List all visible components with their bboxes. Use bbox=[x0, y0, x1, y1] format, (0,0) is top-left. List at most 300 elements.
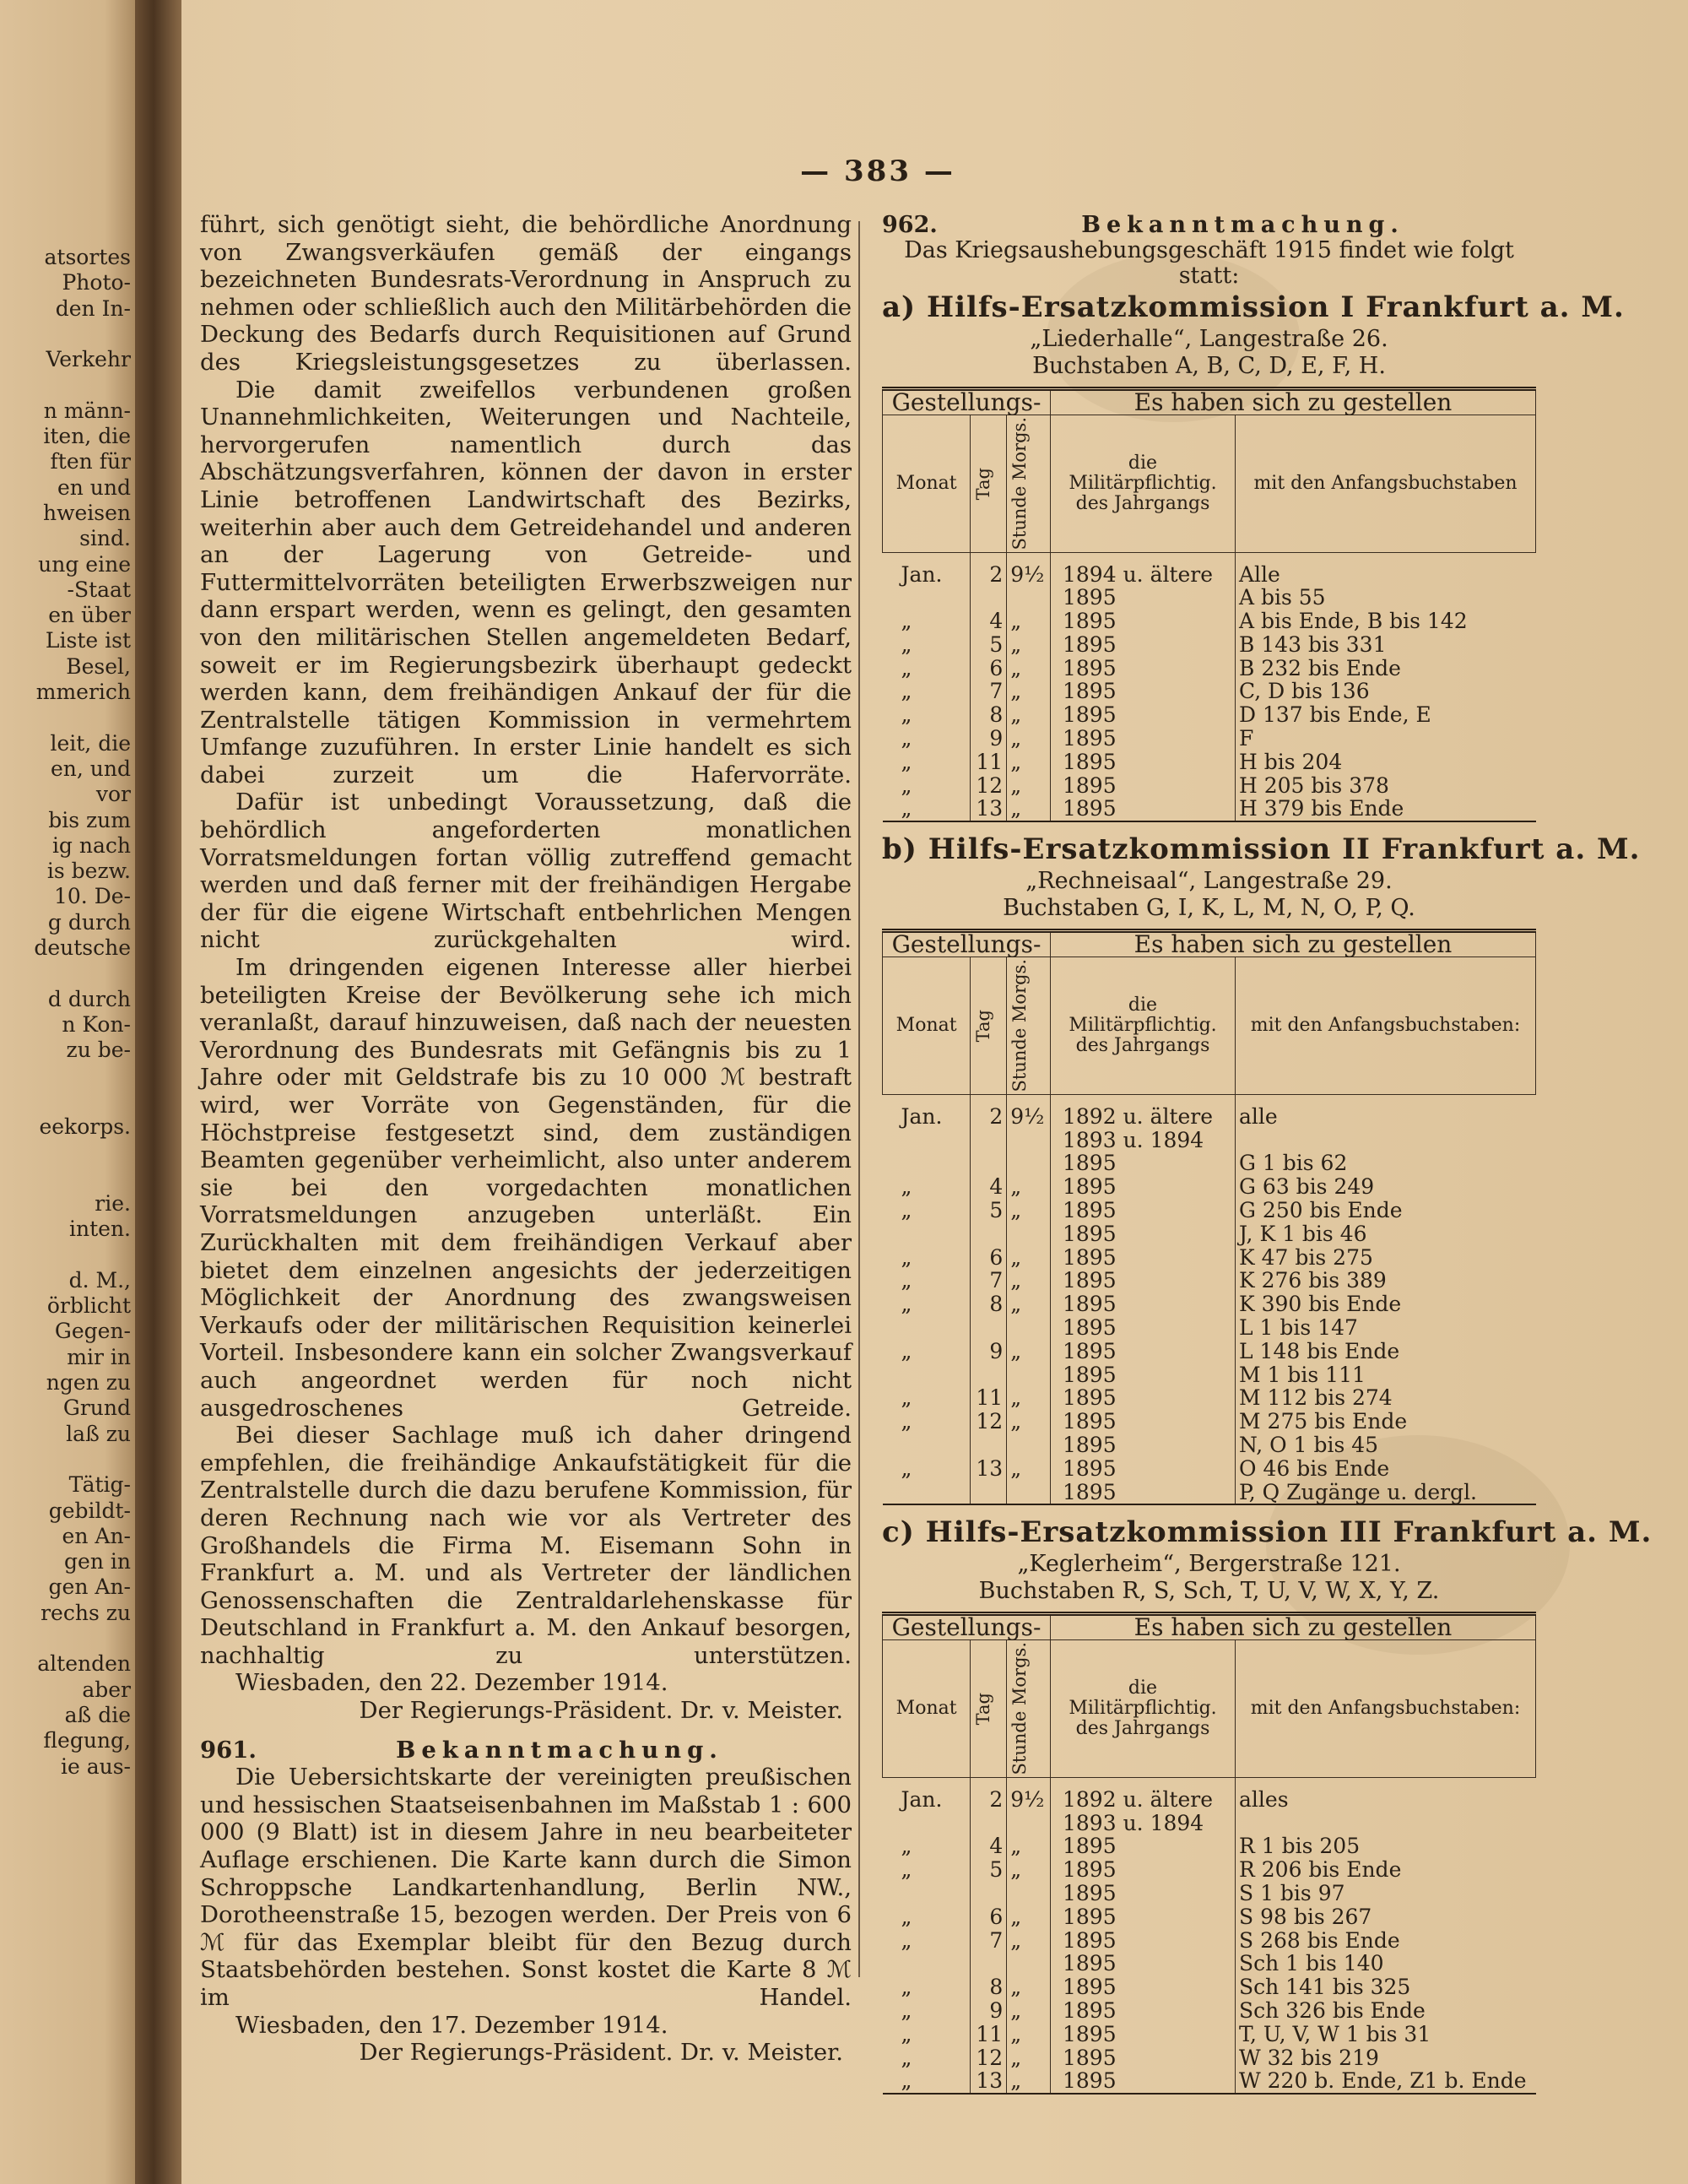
cell-tag: 2 bbox=[971, 1094, 1007, 1128]
cell-monat: Jan. bbox=[901, 561, 943, 587]
table-row bbox=[883, 727, 1536, 751]
cell-monat: „ bbox=[901, 679, 912, 704]
cell-monat bbox=[883, 1152, 971, 1175]
cell-monat: „ bbox=[883, 797, 971, 821]
cell-tag bbox=[971, 1129, 1007, 1152]
cell-tag: 8 bbox=[971, 703, 1007, 727]
cell-monat: „ bbox=[901, 2021, 912, 2046]
facing-page-line: 10. De- bbox=[54, 884, 131, 909]
cell-buchstaben: L 148 bis Ende bbox=[1236, 1340, 1536, 1363]
cell-tag: 8 bbox=[971, 1975, 1007, 1999]
table-row bbox=[883, 1410, 1536, 1433]
facing-page-line: iten, die bbox=[43, 424, 131, 449]
facing-page-line: atsortes bbox=[44, 245, 131, 269]
cell-buchstaben: J, K 1 bis 46 bbox=[1236, 1222, 1536, 1246]
cell-monat: „ bbox=[901, 1904, 912, 1929]
facing-page-line: ung eine bbox=[38, 551, 131, 577]
cell-jahrgang: 1895 bbox=[1051, 633, 1236, 657]
cell-jahrgang: 1895 bbox=[1051, 1975, 1236, 1999]
cell-tag bbox=[971, 1882, 1007, 1905]
table-row bbox=[883, 1340, 1536, 1363]
cell-monat: „ bbox=[901, 1197, 912, 1222]
cell-monat: „ bbox=[901, 1292, 912, 1317]
cell-stunde bbox=[1007, 1222, 1051, 1246]
cell-tag: 12 bbox=[971, 2046, 1007, 2070]
notice-heading-961 bbox=[200, 1737, 852, 1764]
cell-tag: 2 bbox=[971, 1777, 1007, 1811]
cell-stunde: „ bbox=[1007, 2046, 1051, 2070]
cell-monat: „ bbox=[901, 631, 912, 657]
facing-page-line bbox=[0, 1626, 131, 1651]
cell-tag: 7 bbox=[971, 1929, 1007, 1953]
facing-page-line: n männ- bbox=[43, 398, 131, 423]
cell-monat: „ bbox=[901, 1927, 912, 1953]
cell-jahrgang: 1895 bbox=[1051, 1481, 1236, 1505]
cell-stunde: „ bbox=[1007, 703, 1051, 727]
commission-letters: Buchstaben R, S, Sch, T, U, V, W, X, Y, Z. bbox=[978, 1578, 1440, 1605]
table-row bbox=[883, 1246, 1536, 1270]
cell-stunde: „ bbox=[1007, 1457, 1051, 1481]
cell-jahrgang: 1895 bbox=[1051, 1386, 1236, 1410]
table-row bbox=[883, 586, 1536, 610]
facing-page-line: Grund bbox=[62, 1395, 131, 1421]
cell-buchstaben: H 379 bis Ende bbox=[1236, 797, 1536, 821]
commission-section-c bbox=[882, 1514, 1653, 2095]
cell-monat: „ bbox=[901, 609, 912, 634]
cell-tag bbox=[971, 1363, 1007, 1387]
notice-heading-962 bbox=[882, 213, 1536, 238]
facing-page-line: eekorps. bbox=[39, 1114, 131, 1140]
cell-tag: 5 bbox=[971, 633, 1007, 657]
cell-tag bbox=[971, 1222, 1007, 1246]
facing-page-line: Tätig- bbox=[68, 1472, 131, 1498]
cell-jahrgang: 1895 bbox=[1051, 657, 1236, 680]
cell-jahrgang: 1895 bbox=[1051, 1222, 1236, 1246]
facing-page-line bbox=[0, 322, 131, 347]
paragraph: Die damit zweifellos verbundenen großen Unannehmlichkeiten, Weiterungen und Nachteile, hervorgerufen namentlich durch das Abschätzungsverfahren, können der davon in erster Linie betroffenen Landwirtschaft des Bezirks, weiterhin aber auch dem Getreidehandel und anderen an der Lagerung von Getreide- und Futtermittelvorräten beteiligten Erwerbszweigen nur dann erspart werden, wenn es gelingt, den gesamten von den militärischen Stellen angemeldeten Bedarf, soweit er im Regierungsbezirk überhaupt gedeckt werden kann, dem freihändigen Ankauf der für die Zentralstelle tätigen Kommission in vermehrtem Umfange zuzuführen. In erster Linie handelt es sich dabei zurzeit um die Hafervorräte. bbox=[200, 376, 852, 789]
cell-jahrgang: 1892 u. ältere bbox=[1051, 1777, 1236, 1811]
cell-buchstaben: G 63 bis 249 bbox=[1236, 1175, 1536, 1199]
commission-title: a) Hilfs-Ersatzkommission I Frankfurt a. M. bbox=[882, 290, 1625, 324]
facing-page-line: bis zum bbox=[48, 807, 131, 832]
cell-jahrgang: 1895 bbox=[1051, 751, 1236, 774]
cell-monat bbox=[883, 1882, 971, 1905]
facing-page-line: hweisen bbox=[42, 500, 131, 525]
cell-monat: „ bbox=[901, 1268, 912, 1293]
facing-page-line: mmerich bbox=[35, 680, 131, 705]
cell-jahrgang: 1895 bbox=[1051, 1457, 1236, 1481]
cell-stunde bbox=[1007, 1152, 1051, 1175]
cell-monat bbox=[883, 586, 971, 610]
header-stunde-text: Stunde Morgs. bbox=[1009, 1642, 1031, 1775]
facing-page-line: laß zu bbox=[66, 1421, 131, 1446]
cell-jahrgang: 1895 bbox=[1051, 2046, 1236, 2070]
cell-jahrgang: 1895 bbox=[1051, 610, 1236, 633]
facing-page-line: Verkehr bbox=[46, 347, 131, 372]
cell-stunde: „ bbox=[1007, 1905, 1051, 1929]
facing-page-line: g durch bbox=[47, 909, 131, 935]
cell-jahrgang: 1895 bbox=[1051, 1410, 1236, 1433]
schedule-table bbox=[882, 1612, 1536, 2095]
cell-jahrgang: 1895 bbox=[1051, 2069, 1236, 2094]
facing-page-line: Besel, bbox=[66, 653, 131, 679]
cell-buchstaben: M 112 bis 274 bbox=[1236, 1386, 1536, 1410]
table-row bbox=[883, 633, 1536, 657]
facing-page-line bbox=[0, 1140, 131, 1165]
header-gestellung: Gestellungs- bbox=[883, 931, 1051, 957]
facing-page-line: rie. bbox=[95, 1190, 131, 1216]
cell-monat: „ bbox=[901, 772, 912, 798]
paragraph: führt, sich genötigt sieht, die behördliche Anordnung von Zwangsverkäufen gemäß der eingangs bezeichneten Bundesrats-Verordnung in Anspruch zu nehmen oder schließlich auch den Militärbehörden die Deckung des Bedarfs durch Requisitionen auf Grund des Kriegsleistungsgesetzes zu überlassen. bbox=[200, 211, 852, 376]
table-row bbox=[883, 1129, 1536, 1152]
cell-tag: 11 bbox=[971, 2023, 1007, 2046]
cell-tag: 6 bbox=[971, 1246, 1007, 1270]
notice-number: 962. bbox=[882, 212, 938, 238]
cell-buchstaben: D 137 bis Ende, E bbox=[1236, 703, 1536, 727]
cell-tag bbox=[971, 1152, 1007, 1175]
facing-page-line: is bezw. bbox=[46, 859, 131, 884]
cell-monat: „ bbox=[901, 1385, 912, 1411]
header-stunde bbox=[1007, 957, 1051, 1095]
cell-buchstaben: H 205 bis 378 bbox=[1236, 774, 1536, 798]
cell-buchstaben: W 32 bis 219 bbox=[1236, 2046, 1536, 2070]
cell-tag: 4 bbox=[971, 1834, 1007, 1858]
cell-stunde: „ bbox=[1007, 1858, 1051, 1882]
table-row bbox=[883, 1975, 1536, 1999]
left-column bbox=[200, 211, 852, 2067]
cell-buchstaben: W 220 b. Ende, Z1 b. Ende bbox=[1236, 2069, 1536, 2094]
cell-stunde: „ bbox=[1007, 1834, 1051, 1858]
cell-buchstaben bbox=[1236, 1812, 1536, 1835]
cell-buchstaben: S 1 bis 97 bbox=[1236, 1882, 1536, 1905]
facing-page-line bbox=[0, 961, 131, 986]
paragraph: Bei dieser Sachlage muß ich daher dringend empfehlen, die freihändige Ankaufstätigkeit für die Zentralstelle durch die dazu berufene Kommission, für deren Rechnung nach wie vor als Vertreter des Großhandels die Firma M. Eisemann Sohn in Frankfurt a. M. und als Vertreter der ländlichen Genossenschaften die Zentraldarlehenskasse für Deutschland in Frankfurt a. M. den Ankauf besorgen, nachhaltig zu unterstützen. bbox=[200, 1422, 852, 1669]
page-number: — 383 — bbox=[800, 154, 955, 188]
cell-monat: „ bbox=[883, 2069, 971, 2094]
cell-tag: 5 bbox=[971, 1858, 1007, 1882]
cell-stunde: „ bbox=[1007, 774, 1051, 798]
cell-buchstaben: O 46 bis Ende bbox=[1236, 1457, 1536, 1481]
cell-monat: „ bbox=[901, 1244, 912, 1270]
cell-monat: „ bbox=[901, 1409, 912, 1434]
cell-jahrgang: 1895 bbox=[1051, 1363, 1236, 1387]
cell-buchstaben: R 1 bis 205 bbox=[1236, 1834, 1536, 1858]
cell-stunde: „ bbox=[1007, 633, 1051, 657]
cell-jahrgang: 1895 bbox=[1051, 703, 1236, 727]
cell-buchstaben: R 206 bis Ende bbox=[1236, 1858, 1536, 1882]
cell-jahrgang: 1895 bbox=[1051, 1152, 1236, 1175]
header-gestellung: Gestellungs- bbox=[883, 1614, 1051, 1640]
cell-tag: 9 bbox=[971, 727, 1007, 751]
cell-jahrgang: 1895 bbox=[1051, 1952, 1236, 1975]
table-row bbox=[883, 1199, 1536, 1222]
cell-buchstaben: alles bbox=[1236, 1777, 1536, 1811]
cell-tag bbox=[971, 586, 1007, 610]
cell-tag: 11 bbox=[971, 1386, 1007, 1410]
facing-page-line bbox=[0, 1089, 131, 1114]
notice-title: Bekanntmachung. bbox=[396, 1736, 723, 1764]
header-monat: Monat bbox=[883, 1640, 971, 1778]
commission-letters: Buchstaben G, I, K, L, M, N, O, P, Q. bbox=[1003, 895, 1415, 922]
cell-stunde: „ bbox=[1007, 1386, 1051, 1410]
header-anfangsbuchstaben: mit den Anfangsbuchstaben: bbox=[1236, 957, 1536, 1095]
cell-monat: „ bbox=[901, 2045, 912, 2070]
cell-buchstaben: M 275 bis Ende bbox=[1236, 1410, 1536, 1433]
date-line: Wiesbaden, den 17. Dezember 1914. bbox=[235, 2011, 668, 2039]
facing-page-line: en An- bbox=[62, 1523, 131, 1548]
column-divider bbox=[858, 221, 860, 1977]
cell-monat: „ bbox=[901, 726, 912, 751]
facing-page-line: sind. bbox=[79, 526, 131, 551]
cell-buchstaben: L 1 bis 147 bbox=[1236, 1316, 1536, 1340]
facing-page-line: altenden bbox=[37, 1651, 131, 1677]
commission-section-a bbox=[882, 289, 1625, 822]
cell-stunde: „ bbox=[1007, 1410, 1051, 1433]
facing-page-line: vor bbox=[95, 782, 131, 807]
cell-buchstaben: K 276 bis 389 bbox=[1236, 1269, 1536, 1293]
facing-page-line: inten. bbox=[69, 1217, 131, 1242]
facing-page-line: ie aus- bbox=[60, 1753, 131, 1779]
commission-section-b bbox=[882, 831, 1641, 1505]
cell-jahrgang: 1895 bbox=[1051, 1882, 1236, 1905]
table-row bbox=[883, 610, 1536, 633]
cell-stunde: „ bbox=[1007, 1269, 1051, 1293]
cell-buchstaben: B 143 bis 331 bbox=[1236, 633, 1536, 657]
table-row bbox=[883, 797, 1536, 821]
cell-buchstaben: S 98 bis 267 bbox=[1236, 1905, 1536, 1929]
facing-page-line: -Staat bbox=[67, 577, 131, 602]
cell-jahrgang: 1895 bbox=[1051, 1929, 1236, 1953]
cell-stunde bbox=[1007, 1433, 1051, 1457]
cell-stunde: „ bbox=[1007, 727, 1051, 751]
cell-jahrgang: 1895 bbox=[1051, 727, 1236, 751]
cell-stunde: 9½ bbox=[1007, 1777, 1051, 1811]
commission-place: „Liederhalle“, Langestraße 26. bbox=[1030, 326, 1388, 352]
cell-monat bbox=[883, 1222, 971, 1246]
cell-jahrgang: 1892 u. ältere bbox=[1051, 1094, 1236, 1128]
table-row bbox=[883, 1293, 1536, 1316]
header-anfangsbuchstaben: mit den Anfangsbuchstaben: bbox=[1236, 1640, 1536, 1778]
facing-page-line: zu be- bbox=[66, 1038, 131, 1063]
cell-stunde bbox=[1007, 1129, 1051, 1152]
cell-monat: „ bbox=[901, 1997, 912, 2023]
cell-tag: 2 bbox=[971, 552, 1007, 586]
table-row bbox=[883, 1777, 1536, 1811]
cell-tag: 12 bbox=[971, 774, 1007, 798]
facing-page-line: n Kon- bbox=[62, 1011, 131, 1037]
cell-monat bbox=[883, 1433, 971, 1457]
cell-monat bbox=[883, 1316, 971, 1340]
cell-stunde bbox=[1007, 586, 1051, 610]
cell-jahrgang: 1895 bbox=[1051, 1316, 1236, 1340]
cell-monat: „ bbox=[901, 1174, 912, 1200]
table-row bbox=[883, 1834, 1536, 1858]
cell-stunde: „ bbox=[1007, 1199, 1051, 1222]
cell-tag bbox=[971, 1316, 1007, 1340]
facing-page-line: ften für bbox=[50, 449, 131, 474]
table-row bbox=[883, 1952, 1536, 1975]
table-row bbox=[883, 1481, 1536, 1505]
facing-page-line: Gegen- bbox=[54, 1319, 131, 1344]
notice-title: Bekanntmachung. bbox=[1081, 212, 1404, 238]
header-es-haben: Es haben sich zu gestellen bbox=[1051, 931, 1536, 957]
cell-buchstaben: C, D bis 136 bbox=[1236, 680, 1536, 703]
cell-jahrgang: 1895 bbox=[1051, 2023, 1236, 2046]
header-es-haben: Es haben sich zu gestellen bbox=[1051, 1614, 1536, 1640]
cell-jahrgang: 1894 u. ältere bbox=[1051, 552, 1236, 586]
facing-page-line: aß die bbox=[64, 1702, 131, 1727]
cell-stunde bbox=[1007, 1481, 1051, 1505]
cell-stunde: „ bbox=[1007, 1175, 1051, 1199]
cell-stunde: „ bbox=[1007, 2023, 1051, 2046]
header-anfangsbuchstaben: mit den Anfangsbuchstaben bbox=[1236, 415, 1536, 553]
cell-monat bbox=[883, 1363, 971, 1387]
cell-monat: „ bbox=[901, 1857, 912, 1883]
cell-jahrgang: 1893 u. 1894 bbox=[1051, 1129, 1236, 1152]
header-stunde bbox=[1007, 1640, 1051, 1778]
table-row bbox=[883, 1999, 1536, 2023]
commission-place: „Rechneisaal“, Langestraße 29. bbox=[1025, 868, 1393, 895]
cell-tag: 12 bbox=[971, 1410, 1007, 1433]
cell-jahrgang: 1895 bbox=[1051, 680, 1236, 703]
header-es-haben: Es haben sich zu gestellen bbox=[1051, 389, 1536, 415]
cell-monat: „ bbox=[901, 702, 912, 728]
table-row bbox=[883, 552, 1536, 586]
cell-buchstaben: alle bbox=[1236, 1094, 1536, 1128]
facing-page-line: d durch bbox=[47, 986, 131, 1011]
table-row bbox=[883, 1929, 1536, 1953]
cell-tag: 4 bbox=[971, 1175, 1007, 1199]
cell-tag bbox=[971, 1481, 1007, 1505]
cell-buchstaben: H bis 204 bbox=[1236, 751, 1536, 774]
notice-number: 961. bbox=[200, 1736, 257, 1764]
table-row bbox=[883, 657, 1536, 680]
cell-stunde bbox=[1007, 1363, 1051, 1387]
table-row bbox=[883, 1363, 1536, 1387]
header-gestellung: Gestellungs- bbox=[883, 389, 1051, 415]
signature-line: Der Regierungs-Präsident. Dr. v. Meister. bbox=[359, 1697, 843, 1725]
cell-tag: 6 bbox=[971, 1905, 1007, 1929]
paragraph: Dafür ist unbedingt Voraussetzung, daß die behördlich angeforderten monatlichen Vorratsmeldungen fortan völlig zutreffend gemacht werden und daß ferner mit der freihändigen Hergabe der für die eigene Wirtschaft entbehrlichen Mengen nicht zurückgehalten wird. bbox=[200, 789, 852, 954]
cell-stunde: „ bbox=[1007, 1246, 1051, 1270]
cell-stunde: „ bbox=[1007, 610, 1051, 633]
cell-stunde: „ bbox=[1007, 680, 1051, 703]
cell-jahrgang: 1895 bbox=[1051, 1340, 1236, 1363]
header-tag-text: Tag bbox=[973, 1009, 994, 1043]
cell-stunde: „ bbox=[1007, 797, 1051, 821]
cell-tag: 11 bbox=[971, 751, 1007, 774]
facing-page-line: en über bbox=[48, 603, 131, 628]
table-row bbox=[883, 1858, 1536, 1882]
cell-buchstaben: Sch 141 bis 325 bbox=[1236, 1975, 1536, 1999]
cell-stunde: „ bbox=[1007, 2069, 1051, 2094]
cell-monat: „ bbox=[901, 1455, 912, 1481]
cell-tag: 7 bbox=[971, 680, 1007, 703]
facing-page-line: ig nach bbox=[51, 832, 131, 858]
book-gutter bbox=[135, 0, 181, 2184]
header-tag-text: Tag bbox=[973, 467, 994, 500]
cell-stunde bbox=[1007, 1812, 1051, 1835]
table-row bbox=[883, 1222, 1536, 1246]
cell-jahrgang: 1895 bbox=[1051, 586, 1236, 610]
cell-stunde bbox=[1007, 1882, 1051, 1905]
cell-jahrgang: 1895 bbox=[1051, 1834, 1236, 1858]
facing-page-line: d. M., bbox=[68, 1267, 131, 1293]
cell-stunde: „ bbox=[1007, 657, 1051, 680]
cell-monat: „ bbox=[901, 655, 912, 680]
cell-buchstaben: G 250 bis Ende bbox=[1236, 1199, 1536, 1222]
paragraph: Die Uebersichtskarte der vereinigten preußischen und hessischen Staatseisenbahnen im Maßstab 1 : 600 000 (9 Blatt) ist in diesem Jahre in neu bearbeiteter Auflage erschienen. Die Karte kann durch die Simon Schroppsche Landkartenhandlung, Berlin NW., Dorotheenstraße 15, bezogen werden. Der Preis von 6 ℳ für das Exemplar bleibt für den Bezug durch Staatsbehörden bestehen. Sonst kostet die Karte 8 ℳ im Handel. bbox=[200, 1764, 852, 2011]
facing-page-line: gebildt- bbox=[48, 1498, 131, 1523]
cell-tag bbox=[971, 1433, 1007, 1457]
header-tag bbox=[971, 1640, 1007, 1778]
table-row bbox=[883, 703, 1536, 727]
cell-buchstaben: F bbox=[1236, 727, 1536, 751]
cell-buchstaben: G 1 bis 62 bbox=[1236, 1152, 1536, 1175]
cell-buchstaben: S 268 bis Ende bbox=[1236, 1929, 1536, 1953]
facing-page-line: aber bbox=[82, 1677, 131, 1702]
cell-jahrgang: 1893 u. 1894 bbox=[1051, 1812, 1236, 1835]
facing-page-line bbox=[0, 1064, 131, 1089]
cell-stunde bbox=[1007, 1316, 1051, 1340]
facing-page-line: den In- bbox=[55, 295, 131, 321]
facing-page-line: leit, die bbox=[50, 730, 131, 756]
header-monat: Monat bbox=[883, 415, 971, 553]
table-row bbox=[883, 1269, 1536, 1293]
cell-monat: „ bbox=[901, 1338, 912, 1363]
cell-jahrgang: 1895 bbox=[1051, 1858, 1236, 1882]
cell-tag bbox=[971, 1952, 1007, 1975]
cell-buchstaben: Sch 326 bis Ende bbox=[1236, 1999, 1536, 2023]
facing-page-line bbox=[0, 1166, 131, 1191]
cell-monat bbox=[883, 1812, 971, 1835]
cell-jahrgang: 1895 bbox=[1051, 1199, 1236, 1222]
table-row bbox=[883, 1905, 1536, 1929]
schedule-table bbox=[882, 929, 1536, 1505]
table-row bbox=[883, 774, 1536, 798]
facing-page-line: mir in bbox=[67, 1344, 131, 1369]
cell-jahrgang: 1895 bbox=[1051, 1293, 1236, 1316]
signature-line: Der Regierungs-Präsident. Dr. v. Meister. bbox=[359, 2039, 843, 2067]
cell-buchstaben: K 47 bis 275 bbox=[1236, 1246, 1536, 1270]
cell-tag: 9 bbox=[971, 1340, 1007, 1363]
cell-buchstaben: N, O 1 bis 45 bbox=[1236, 1433, 1536, 1457]
table-row bbox=[883, 1386, 1536, 1410]
cell-tag: 5 bbox=[971, 1199, 1007, 1222]
header-jahrgang: die Militärpflichtig. des Jahrgangs bbox=[1051, 957, 1236, 1095]
cell-monat: „ bbox=[901, 1975, 912, 2000]
table-row bbox=[883, 2069, 1536, 2094]
cell-jahrgang: 1895 bbox=[1051, 1433, 1236, 1457]
cell-stunde: „ bbox=[1007, 751, 1051, 774]
facing-page-line: en, und bbox=[51, 756, 131, 781]
cell-jahrgang: 1895 bbox=[1051, 1269, 1236, 1293]
facing-page-line bbox=[0, 705, 131, 730]
table-row bbox=[883, 1457, 1536, 1481]
header-stunde bbox=[1007, 415, 1051, 553]
commission-place: „Keglerheim“, Bergerstraße 121. bbox=[1017, 1551, 1401, 1578]
cell-jahrgang: 1895 bbox=[1051, 1175, 1236, 1199]
header-tag bbox=[971, 415, 1007, 553]
table-row bbox=[883, 751, 1536, 774]
header-tag bbox=[971, 957, 1007, 1095]
date-line: Wiesbaden, den 22. Dezember 1914. bbox=[235, 1669, 668, 1697]
facing-page-line: deutsche bbox=[34, 935, 131, 961]
table-row bbox=[883, 2046, 1536, 2070]
cell-stunde: „ bbox=[1007, 1929, 1051, 1953]
facing-page-edge bbox=[0, 0, 139, 2184]
cell-tag: 13 bbox=[971, 1457, 1007, 1481]
